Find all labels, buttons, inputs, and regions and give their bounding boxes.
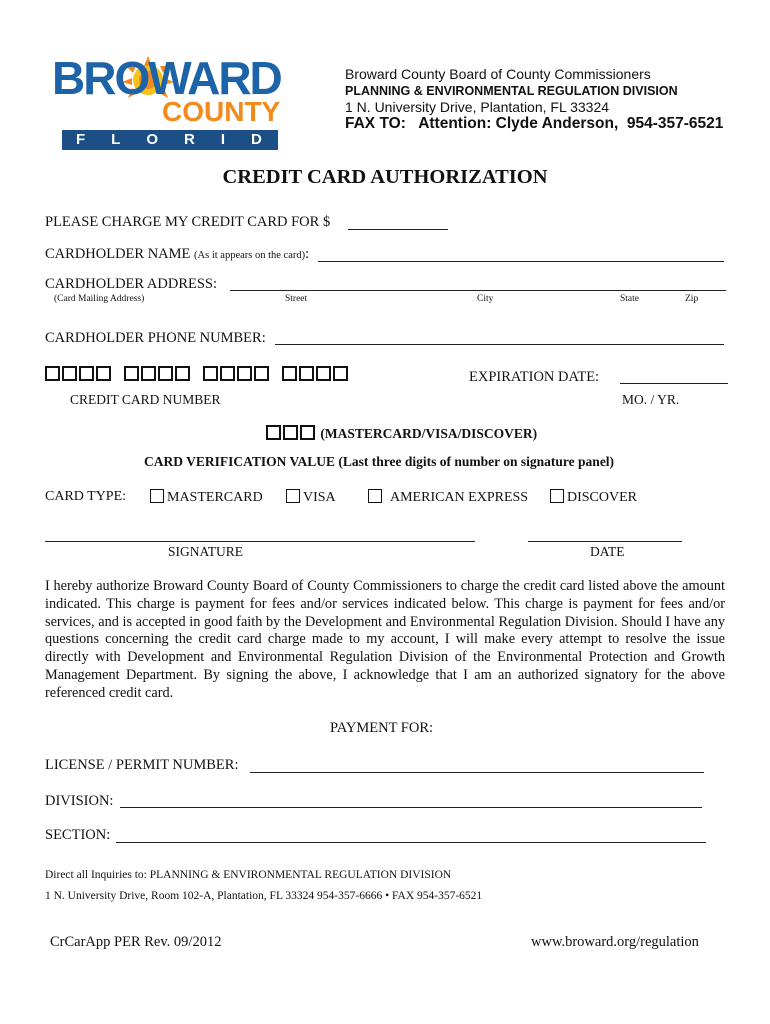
expiration-date-sub: MO. / YR. (622, 392, 680, 407)
logo-florida: FLORIDA (76, 131, 325, 148)
expiration-date-field[interactable] (620, 383, 728, 384)
footer-inquiries: Direct all Inquiries to: PLANNING & ENVIRONMENTAL REGULATION DIVISION (45, 869, 452, 881)
digit-box[interactable] (141, 366, 156, 381)
digit-box[interactable] (282, 366, 297, 381)
header-org: Broward County Board of County Commissioners (345, 66, 651, 82)
digit-box[interactable] (237, 366, 252, 381)
cvv-label: CARD VERIFICATION VALUE (Last three digits of number on signature panel) (144, 454, 615, 469)
checkbox[interactable] (550, 489, 564, 503)
footer-url[interactable]: www.broward.org/regulation (531, 934, 699, 950)
charge-amount-field[interactable] (348, 229, 448, 230)
card-type-amex[interactable] (368, 489, 528, 506)
cardholder-address-label: CARDHOLDER ADDRESS: (45, 276, 218, 292)
card-type-visa[interactable] (286, 489, 336, 506)
digit-box[interactable] (96, 366, 111, 381)
cardholder-name-colon: : (305, 246, 310, 262)
digit-box[interactable] (203, 366, 218, 381)
signature-field[interactable] (45, 541, 475, 542)
cardholder-name-text: CARDHOLDER NAME (45, 246, 191, 262)
broward-county-logo (52, 52, 325, 152)
cardholder-address-field[interactable] (230, 290, 726, 291)
cvv-digit-box[interactable] (283, 425, 298, 440)
header-division: PLANNING & ENVIRONMENTAL REGULATION DIVISION (345, 84, 678, 98)
cvv-brands: (MASTERCARD/VISA/DISCOVER) (320, 426, 538, 441)
digit-box[interactable] (299, 366, 314, 381)
digit-box[interactable] (254, 366, 269, 381)
cvv-digit-box[interactable] (266, 425, 281, 440)
logo-county: COUNTY (162, 96, 281, 127)
card-type-option-label: VISA (303, 490, 336, 505)
digit-box[interactable] (175, 366, 190, 381)
digit-box[interactable] (124, 366, 139, 381)
card-type-discover[interactable] (550, 489, 637, 506)
card-type-option-label: AMERICAN EXPRESS (390, 490, 529, 505)
division-field[interactable] (120, 807, 702, 808)
credit-card-number-label: CREDIT CARD NUMBER (70, 392, 221, 407)
cardholder-phone-label: CARDHOLDER PHONE NUMBER: (45, 330, 266, 346)
card-number-group-1 (45, 366, 113, 384)
date-field[interactable] (528, 541, 682, 542)
cardholder-phone-field[interactable] (275, 344, 724, 345)
digit-box[interactable] (220, 366, 235, 381)
digit-box[interactable] (333, 366, 348, 381)
license-permit-label: LICENSE / PERMIT NUMBER: (45, 757, 239, 773)
address-sub-city: City (477, 294, 494, 304)
credit-card-number-boxes (45, 366, 361, 384)
footer-address: 1 N. University Drive, Room 102-A, Plantation, FL 33324 954-357-6666 • FAX 954-357-6521 (45, 890, 483, 902)
digit-box[interactable] (79, 366, 94, 381)
authorization-text: I hereby authorize Broward County Board of County Commissioners to charge the credit card listed above the amount indicated. This charge is payment for fees and/or services indicated below. This charge is payment for fees and/or services, and is accepted in good faith by the Development and Environmental Regulation Division. Should I have any questions concerning the credit card charge made to my account, I will make every attempt to resolve the issue directly with Development and Environmental Regulation Division of the Environmental Protection and Growth Management Department. By signing the above, I acknowledge that I am an authorized signatory for the above referenced credit card. (45, 578, 725, 701)
card-number-group-4 (282, 366, 350, 384)
license-permit-field[interactable] (250, 772, 704, 773)
card-number-group-3 (203, 366, 271, 384)
division-label: DIVISION: (45, 793, 114, 809)
card-type-option-label: DISCOVER (567, 490, 638, 505)
checkbox[interactable] (368, 489, 382, 503)
cvv-digit-box[interactable] (300, 425, 315, 440)
header-fax: FAX TO: Attention: Clyde Anderson, 954-357-6521 (345, 115, 724, 132)
address-sub-state: State (620, 294, 639, 304)
cardholder-name-label (45, 246, 309, 263)
cvv-row (266, 425, 537, 442)
payment-for-heading: PAYMENT FOR: (330, 720, 434, 736)
footer-revision: CrCarApp PER Rev. 09/2012 (50, 934, 222, 950)
section-field[interactable] (116, 842, 706, 843)
charge-label: PLEASE CHARGE MY CREDIT CARD FOR $ (45, 214, 331, 230)
digit-box[interactable] (62, 366, 77, 381)
header-address: 1 N. University Drive, Plantation, FL 33324 (345, 99, 610, 115)
digit-box[interactable] (316, 366, 331, 381)
checkbox[interactable] (286, 489, 300, 503)
digit-box[interactable] (45, 366, 60, 381)
cardholder-name-note: (As it appears on the card) (194, 250, 306, 261)
date-label: DATE (590, 544, 625, 559)
card-type-option-label: MASTERCARD (167, 490, 263, 505)
checkbox[interactable] (150, 489, 164, 503)
card-type-label: CARD TYPE: (45, 489, 127, 504)
cardholder-name-field[interactable] (318, 261, 724, 262)
logo-broward: BROWARD (52, 52, 281, 104)
page-title: CREDIT CARD AUTHORIZATION (222, 166, 548, 188)
address-sub-mailing: (Card Mailing Address) (54, 294, 145, 304)
signature-label: SIGNATURE (168, 544, 244, 559)
address-sub-zip: Zip (685, 294, 699, 304)
section-label: SECTION: (45, 827, 111, 843)
digit-box[interactable] (158, 366, 173, 381)
card-type-mastercard[interactable] (150, 489, 263, 506)
card-number-group-2 (124, 366, 192, 384)
expiration-date-label: EXPIRATION DATE: (469, 369, 600, 385)
address-sub-street: Street (285, 294, 308, 304)
